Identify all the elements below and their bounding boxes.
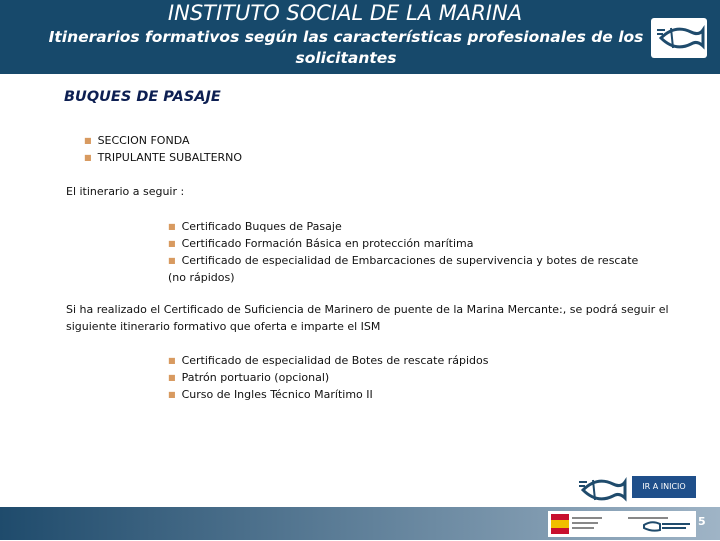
ism-logo xyxy=(651,18,707,58)
profession-list xyxy=(84,132,242,166)
square-bullet-icon: ■ xyxy=(168,373,176,382)
list-item: ■ TRIPULANTE SUBALTERNO xyxy=(84,151,243,164)
list-item: ■ Certificado Formación Básica en protección marítima xyxy=(168,237,474,250)
list-item: ■ Certificado de especialidad de Embarcaciones de supervivencia y botes de rescate xyxy=(168,254,639,267)
page-number: 5 xyxy=(698,515,706,528)
square-bullet-icon: ■ xyxy=(168,390,176,399)
list-item: ■ Patrón portuario (opcional) xyxy=(168,371,330,384)
go-home-button[interactable]: IR A INICIO xyxy=(632,476,696,498)
list-item-continuation: (no rápidos) xyxy=(168,271,235,284)
ism-logo-bottom xyxy=(573,470,631,510)
condition-text: Si ha realizado el Certificado de Suficiencia de Marinero de puente de la Marina Mercante:, se podrá seguir el siguiente itinerario formativo que oferta e imparte el ISM xyxy=(66,303,669,333)
list-item: ■ Certificado de especialidad de Botes de rescate rápidos xyxy=(168,354,489,367)
page-subtitle: Itinerarios formativos según las características profesionales de los solicitantes xyxy=(48,28,644,67)
list-item: ■ SECCION FONDA xyxy=(84,134,190,147)
square-bullet-icon: ■ xyxy=(168,239,176,248)
square-bullet-icon: ■ xyxy=(84,136,92,145)
optional-list xyxy=(168,352,488,403)
ministry-seal-icon xyxy=(548,511,696,537)
itinerary-intro: El itinerario a seguir : xyxy=(66,185,185,198)
page-title: INSTITUTO SOCIAL DE LA MARINA xyxy=(167,1,523,25)
square-bullet-icon: ■ xyxy=(168,256,176,265)
fish-logo-icon xyxy=(651,18,707,58)
fish-logo-icon xyxy=(573,470,631,510)
section-title: BUQUES DE PASAJE xyxy=(64,89,221,105)
square-bullet-icon: ■ xyxy=(168,222,176,231)
header-bar xyxy=(0,0,720,74)
list-item: ■ Curso de Ingles Técnico Marítimo II xyxy=(168,388,373,401)
square-bullet-icon: ■ xyxy=(168,356,176,365)
itinerary-list xyxy=(168,218,698,286)
ministry-logos xyxy=(548,511,696,537)
square-bullet-icon: ■ xyxy=(84,153,92,162)
list-item: ■ Certificado Buques de Pasaje xyxy=(168,220,342,233)
